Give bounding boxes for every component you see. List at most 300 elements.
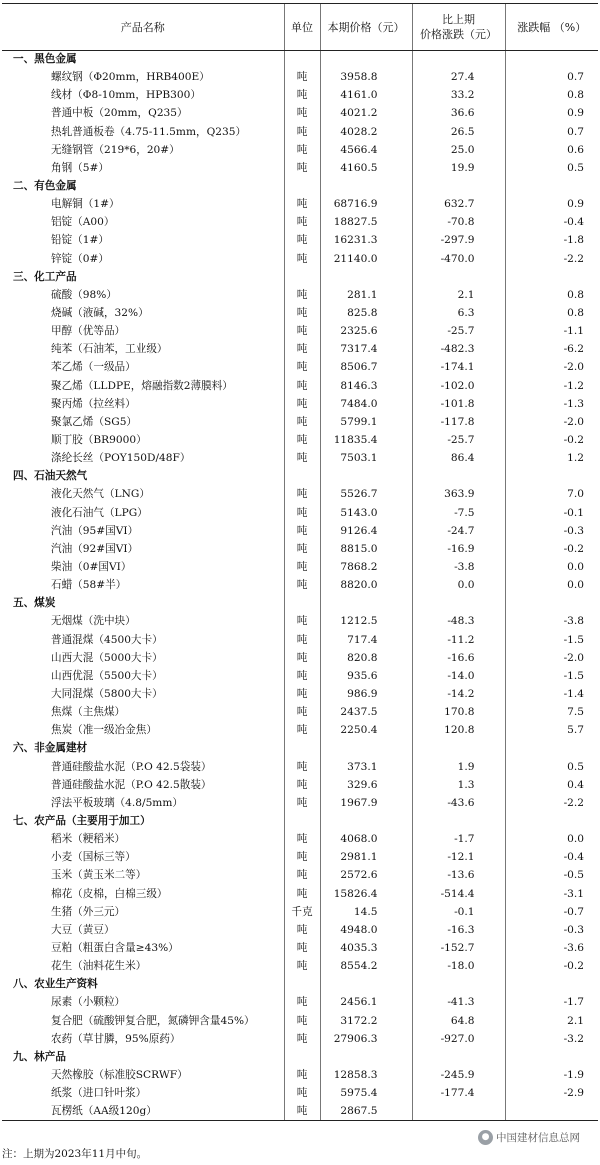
- pct-cell: -0.7: [505, 903, 598, 921]
- unit-cell: 千克: [284, 903, 320, 921]
- empty-cell: [412, 468, 505, 486]
- table-row: [2, 1085, 598, 1103]
- price-cell: 8146.3: [320, 377, 412, 395]
- header-pct: 涨跌幅 （%）: [505, 4, 598, 51]
- pct-cell: 5.7: [505, 722, 598, 740]
- table-row: [2, 885, 598, 903]
- table-row: [2, 377, 598, 395]
- table-row: [2, 69, 598, 87]
- table-row: [2, 522, 598, 540]
- product-name: 柴油（0#国VI）: [51, 561, 132, 573]
- unit-cell: 吨: [284, 341, 320, 359]
- empty-cell: [505, 468, 598, 486]
- header-change-line2: 价格涨跌（元）: [420, 28, 497, 41]
- unit-cell: 吨: [284, 522, 320, 540]
- product-name: 普通混煤（4500大卡）: [51, 633, 163, 646]
- price-cell: 11835.4: [320, 431, 412, 449]
- change-cell: -7.5: [412, 504, 505, 522]
- table-row: [2, 196, 598, 214]
- price-cell: 820.8: [320, 649, 412, 667]
- pct-cell: -1.5: [505, 631, 598, 649]
- unit-cell: 吨: [284, 558, 320, 576]
- unit-cell: 吨: [284, 141, 320, 159]
- pct-cell: -0.3: [505, 921, 598, 939]
- change-cell: -0.1: [412, 903, 505, 921]
- price-cell: 2981.1: [320, 849, 412, 867]
- price-cell: 4035.3: [320, 939, 412, 957]
- pct-cell: 0.5: [505, 758, 598, 776]
- table-row: [2, 613, 598, 631]
- pct-cell: -0.2: [505, 540, 598, 558]
- change-cell: 86.4: [412, 450, 505, 468]
- table-row: [2, 323, 598, 341]
- product-name: 农药（草甘膦，95%原药）: [51, 1032, 181, 1045]
- change-cell: -25.7: [412, 431, 505, 449]
- price-cell: 8820.0: [320, 577, 412, 595]
- pct-cell: 0.9: [505, 196, 598, 214]
- table-row: [2, 831, 598, 849]
- price-table: [2, 3, 598, 1121]
- table-row: [2, 87, 598, 105]
- price-cell: 4161.0: [320, 87, 412, 105]
- price-cell: 18827.5: [320, 214, 412, 232]
- change-cell: 363.9: [412, 486, 505, 504]
- empty-cell: [320, 51, 412, 69]
- section-title: 四、石油天然气: [13, 470, 88, 483]
- change-cell: [412, 1103, 505, 1121]
- empty-cell: [412, 740, 505, 758]
- table-row: [2, 867, 598, 885]
- product-name: 石蜡（58#半）: [51, 579, 127, 592]
- header-unit: 单位: [284, 4, 320, 51]
- product-name: 液化天然气（LNG）: [51, 488, 150, 501]
- pct-cell: -3.1: [505, 885, 598, 903]
- table-row: [2, 395, 598, 413]
- change-cell: -70.8: [412, 214, 505, 232]
- unit-cell: 吨: [284, 577, 320, 595]
- section-title: 二、有色金属: [13, 180, 77, 193]
- table-row: [2, 1030, 598, 1048]
- table-row: [2, 232, 598, 250]
- pct-cell: -2.2: [505, 250, 598, 268]
- product-name: 螺纹钢（Φ20mm，HRB400E）: [51, 71, 210, 84]
- empty-cell: [412, 812, 505, 830]
- unit-cell: 吨: [284, 685, 320, 703]
- product-name: 豆粕（粗蛋白含量≥43%）: [51, 941, 179, 954]
- change-cell: 33.2: [412, 87, 505, 105]
- change-cell: -11.2: [412, 631, 505, 649]
- table-row: [2, 250, 598, 268]
- change-cell: -245.9: [412, 1066, 505, 1084]
- pct-cell: -1.9: [505, 1066, 598, 1084]
- table-row: [2, 939, 598, 957]
- product-name: 无烟煤（洗中块）: [51, 615, 136, 628]
- change-cell: 36.6: [412, 105, 505, 123]
- empty-cell: [505, 177, 598, 195]
- product-name: 普通硅酸盐水泥（P.O 42.5袋装）: [51, 760, 212, 773]
- header-price: 本期价格（元）: [320, 4, 412, 51]
- change-cell: -482.3: [412, 341, 505, 359]
- empty-cell: [320, 468, 412, 486]
- price-table-container: [2, 3, 598, 1121]
- change-cell: 25.0: [412, 141, 505, 159]
- price-cell: 4566.4: [320, 141, 412, 159]
- change-cell: -927.0: [412, 1030, 505, 1048]
- change-cell: -25.7: [412, 323, 505, 341]
- unit-cell: 吨: [284, 69, 320, 87]
- pct-cell: 0.7: [505, 123, 598, 141]
- unit-cell: 吨: [284, 504, 320, 522]
- table-row: [2, 1012, 598, 1030]
- pct-cell: 0.0: [505, 831, 598, 849]
- pct-cell: -0.1: [505, 504, 598, 522]
- table-row: [2, 341, 598, 359]
- empty-cell: [320, 268, 412, 286]
- product-name: 甲醇（优等品）: [51, 325, 126, 338]
- price-cell: 3958.8: [320, 69, 412, 87]
- product-name: 锌锭（0#）: [51, 252, 109, 265]
- section-row: [2, 595, 598, 613]
- pct-cell: 0.4: [505, 776, 598, 794]
- table-row: [2, 123, 598, 141]
- section-row: [2, 177, 598, 195]
- unit-cell: 吨: [284, 304, 320, 322]
- pct-cell: 2.1: [505, 1012, 598, 1030]
- empty-cell: [320, 812, 412, 830]
- table-row: [2, 722, 598, 740]
- change-cell: -14.0: [412, 667, 505, 685]
- pct-cell: -0.4: [505, 849, 598, 867]
- change-cell: 26.5: [412, 123, 505, 141]
- empty-cell: [320, 177, 412, 195]
- table-body: [2, 51, 598, 1121]
- unit-cell: 吨: [284, 1066, 320, 1084]
- change-cell: 27.4: [412, 69, 505, 87]
- pct-cell: -2.2: [505, 794, 598, 812]
- product-name: 玉米（黄玉米二等）: [51, 869, 147, 882]
- empty-cell: [505, 51, 598, 69]
- table-row: [2, 849, 598, 867]
- table-row: [2, 794, 598, 812]
- unit-cell: 吨: [284, 87, 320, 105]
- product-name: 浮法平板玻璃（4.8/5mm）: [51, 796, 183, 809]
- product-name: 苯乙烯（一级品）: [51, 361, 136, 374]
- table-row: [2, 704, 598, 722]
- product-name: 山西优混（5500大卡）: [51, 669, 163, 682]
- table-row: [2, 159, 598, 177]
- pct-cell: 1.2: [505, 450, 598, 468]
- pct-cell: -1.4: [505, 685, 598, 703]
- section-title: 一、黑色金属: [13, 53, 77, 66]
- product-name: 棉花（皮棉，白棉三级）: [51, 887, 168, 900]
- price-cell: 5799.1: [320, 413, 412, 431]
- price-cell: 16231.3: [320, 232, 412, 250]
- price-cell: 717.4: [320, 631, 412, 649]
- empty-cell: [284, 468, 320, 486]
- table-row: [2, 504, 598, 522]
- product-name: 烧碱（液碱，32%）: [51, 307, 149, 320]
- pct-cell: -0.2: [505, 958, 598, 976]
- empty-cell: [505, 740, 598, 758]
- product-name: 普通中板（20mm，Q235）: [51, 107, 188, 120]
- section-title: 三、化工产品: [13, 270, 77, 283]
- empty-cell: [505, 976, 598, 994]
- price-cell: 7868.2: [320, 558, 412, 576]
- empty-cell: [320, 740, 412, 758]
- product-name: 大同混煤（5800大卡）: [51, 687, 163, 700]
- footnote: 注：上期为2023年11月中旬。: [2, 1148, 148, 1160]
- price-cell: 825.8: [320, 304, 412, 322]
- unit-cell: 吨: [284, 794, 320, 812]
- unit-cell: 吨: [284, 359, 320, 377]
- table-row: [2, 958, 598, 976]
- section-row: [2, 51, 598, 69]
- price-cell: 8815.0: [320, 540, 412, 558]
- price-cell: 5975.4: [320, 1085, 412, 1103]
- product-name: 聚丙烯（拉丝料）: [51, 397, 136, 410]
- price-cell: 4948.0: [320, 921, 412, 939]
- empty-cell: [412, 177, 505, 195]
- price-cell: 281.1: [320, 286, 412, 304]
- pct-cell: 7.5: [505, 704, 598, 722]
- price-cell: 2867.5: [320, 1103, 412, 1121]
- price-cell: 1967.9: [320, 794, 412, 812]
- table-row: [2, 214, 598, 232]
- section-row: [2, 468, 598, 486]
- pct-cell: -0.4: [505, 214, 598, 232]
- change-cell: 64.8: [412, 1012, 505, 1030]
- pct-cell: -0.5: [505, 867, 598, 885]
- change-cell: 170.8: [412, 704, 505, 722]
- product-name: 山西大混（5000大卡）: [51, 651, 163, 664]
- unit-cell: 吨: [284, 232, 320, 250]
- pct-cell: 0.8: [505, 286, 598, 304]
- price-cell: 7484.0: [320, 395, 412, 413]
- table-row: [2, 649, 598, 667]
- section-title: 六、非金属建材: [13, 742, 88, 755]
- table-row: [2, 776, 598, 794]
- pct-cell: -2.0: [505, 413, 598, 431]
- product-name: 铅锭（1#）: [51, 234, 109, 247]
- unit-cell: 吨: [284, 1012, 320, 1030]
- unit-cell: 吨: [284, 994, 320, 1012]
- unit-cell: 吨: [284, 667, 320, 685]
- pct-cell: 0.8: [505, 87, 598, 105]
- product-name: 纸浆（进口针叶浆）: [51, 1087, 147, 1100]
- price-cell: 15826.4: [320, 885, 412, 903]
- change-cell: -16.9: [412, 540, 505, 558]
- empty-cell: [412, 976, 505, 994]
- price-cell: 4021.2: [320, 105, 412, 123]
- product-name: 焦炭（准一级冶金焦）: [51, 724, 157, 737]
- price-cell: 1212.5: [320, 613, 412, 631]
- table-row: [2, 758, 598, 776]
- change-cell: 1.9: [412, 758, 505, 776]
- price-cell: 5143.0: [320, 504, 412, 522]
- product-name: 铝锭（A00）: [51, 216, 115, 229]
- empty-cell: [284, 51, 320, 69]
- table-row: [2, 413, 598, 431]
- change-cell: -514.4: [412, 885, 505, 903]
- unit-cell: 吨: [284, 1103, 320, 1121]
- change-cell: -117.8: [412, 413, 505, 431]
- unit-cell: 吨: [284, 105, 320, 123]
- table-row: [2, 921, 598, 939]
- unit-cell: 吨: [284, 722, 320, 740]
- product-name: 焦煤（主焦煤）: [51, 706, 126, 719]
- empty-cell: [320, 976, 412, 994]
- watermark-text: 中国建材信息总网: [496, 1132, 580, 1144]
- table-row: [2, 540, 598, 558]
- product-name: 热轧普通板卷（4.75-11.5mm，Q235）: [51, 125, 247, 138]
- section-title: 五、煤炭: [13, 597, 56, 610]
- table-row: [2, 359, 598, 377]
- section-row: [2, 976, 598, 994]
- empty-cell: [284, 268, 320, 286]
- unit-cell: 吨: [284, 776, 320, 794]
- section-row: [2, 740, 598, 758]
- change-cell: 19.9: [412, 159, 505, 177]
- change-cell: -48.3: [412, 613, 505, 631]
- product-name: 小麦（国标三等）: [51, 851, 136, 864]
- change-cell: -13.6: [412, 867, 505, 885]
- pct-cell: -2.0: [505, 649, 598, 667]
- change-cell: 6.3: [412, 304, 505, 322]
- pct-cell: 0.7: [505, 69, 598, 87]
- change-cell: 2.1: [412, 286, 505, 304]
- unit-cell: 吨: [284, 323, 320, 341]
- price-cell: 329.6: [320, 776, 412, 794]
- table-row: [2, 286, 598, 304]
- change-cell: -297.9: [412, 232, 505, 250]
- unit-cell: 吨: [284, 939, 320, 957]
- unit-cell: 吨: [284, 921, 320, 939]
- price-cell: 8506.7: [320, 359, 412, 377]
- pct-cell: -6.2: [505, 341, 598, 359]
- table-row: [2, 558, 598, 576]
- section-row: [2, 812, 598, 830]
- watermark: [478, 1130, 580, 1145]
- empty-cell: [412, 51, 505, 69]
- product-name: 天然橡胶（标准胶SCRWF）: [51, 1068, 188, 1081]
- price-cell: 2325.6: [320, 323, 412, 341]
- price-cell: 935.6: [320, 667, 412, 685]
- empty-cell: [505, 1048, 598, 1066]
- pct-cell: 0.0: [505, 577, 598, 595]
- price-cell: 373.1: [320, 758, 412, 776]
- price-cell: 7503.1: [320, 450, 412, 468]
- product-name: 液化石油气（LPG）: [51, 506, 148, 519]
- table-header: [2, 4, 598, 51]
- change-cell: -174.1: [412, 359, 505, 377]
- change-cell: -43.6: [412, 794, 505, 812]
- unit-cell: 吨: [284, 885, 320, 903]
- pct-cell: -3.2: [505, 1030, 598, 1048]
- product-name: 稻米（粳稻米）: [51, 833, 126, 846]
- unit-cell: 吨: [284, 867, 320, 885]
- pct-cell: -0.3: [505, 522, 598, 540]
- pct-cell: 0.6: [505, 141, 598, 159]
- header-change-line1: 比上期: [442, 13, 475, 26]
- unit-cell: 吨: [284, 486, 320, 504]
- section-title: 七、农产品（主要用于加工）: [13, 814, 151, 827]
- change-cell: -24.7: [412, 522, 505, 540]
- unit-cell: 吨: [284, 540, 320, 558]
- product-name: 大豆（黄豆）: [51, 923, 115, 936]
- empty-cell: [320, 595, 412, 613]
- product-name: 普通硅酸盐水泥（P.O 42.5散装）: [51, 778, 212, 791]
- price-cell: 12858.3: [320, 1066, 412, 1084]
- product-name: 尿素（小颗粒）: [51, 996, 126, 1009]
- change-cell: -470.0: [412, 250, 505, 268]
- unit-cell: 吨: [284, 377, 320, 395]
- table-row: [2, 631, 598, 649]
- empty-cell: [284, 976, 320, 994]
- table-row: [2, 486, 598, 504]
- price-cell: 7317.4: [320, 341, 412, 359]
- section-title: 八、农业生产资料: [13, 978, 98, 991]
- change-cell: -14.2: [412, 685, 505, 703]
- pct-cell: -1.8: [505, 232, 598, 250]
- table-row: [2, 1066, 598, 1084]
- change-cell: 1.3: [412, 776, 505, 794]
- empty-cell: [412, 268, 505, 286]
- empty-cell: [412, 595, 505, 613]
- empty-cell: [505, 595, 598, 613]
- table-row: [2, 1103, 598, 1121]
- unit-cell: 吨: [284, 631, 320, 649]
- pct-cell: -2.0: [505, 359, 598, 377]
- product-name: 瓦楞纸（AA级120g）: [2, 1103, 284, 1121]
- price-cell: 4160.5: [320, 159, 412, 177]
- price-cell: 2250.4: [320, 722, 412, 740]
- unit-cell: 吨: [284, 413, 320, 431]
- pct-cell: -1.3: [505, 395, 598, 413]
- change-cell: -16.6: [412, 649, 505, 667]
- table-row: [2, 141, 598, 159]
- product-name: 纯苯（石油苯，工业级）: [51, 343, 168, 356]
- pct-cell: -1.2: [505, 377, 598, 395]
- change-cell: -18.0: [412, 958, 505, 976]
- change-cell: 0.0: [412, 577, 505, 595]
- product-name: 电解铜（1#）: [51, 198, 120, 211]
- table-row: [2, 431, 598, 449]
- pct-cell: -2.9: [505, 1085, 598, 1103]
- product-name: 复合肥（硫酸钾复合肥，氮磷钾含量45%）: [51, 1014, 255, 1027]
- change-cell: -1.7: [412, 831, 505, 849]
- table-row: [2, 667, 598, 685]
- table-row: [2, 304, 598, 322]
- pct-cell: 0.5: [505, 159, 598, 177]
- unit-cell: 吨: [284, 649, 320, 667]
- unit-cell: 吨: [284, 123, 320, 141]
- section-row: [2, 268, 598, 286]
- product-name: 聚乙烯（LLDPE，熔融指数2薄膜料）: [51, 379, 233, 392]
- change-cell: -177.4: [412, 1085, 505, 1103]
- price-cell: 68716.9: [320, 196, 412, 214]
- section-row: [2, 1048, 598, 1066]
- change-cell: -102.0: [412, 377, 505, 395]
- product-name: 硫酸（98%）: [51, 288, 117, 301]
- unit-cell: 吨: [284, 286, 320, 304]
- table-row: [2, 105, 598, 123]
- pct-cell: -1.5: [505, 667, 598, 685]
- price-cell: 3172.2: [320, 1012, 412, 1030]
- empty-cell: [320, 1048, 412, 1066]
- price-cell: 2437.5: [320, 704, 412, 722]
- section-title: 九、林产品: [13, 1050, 66, 1063]
- empty-cell: [505, 268, 598, 286]
